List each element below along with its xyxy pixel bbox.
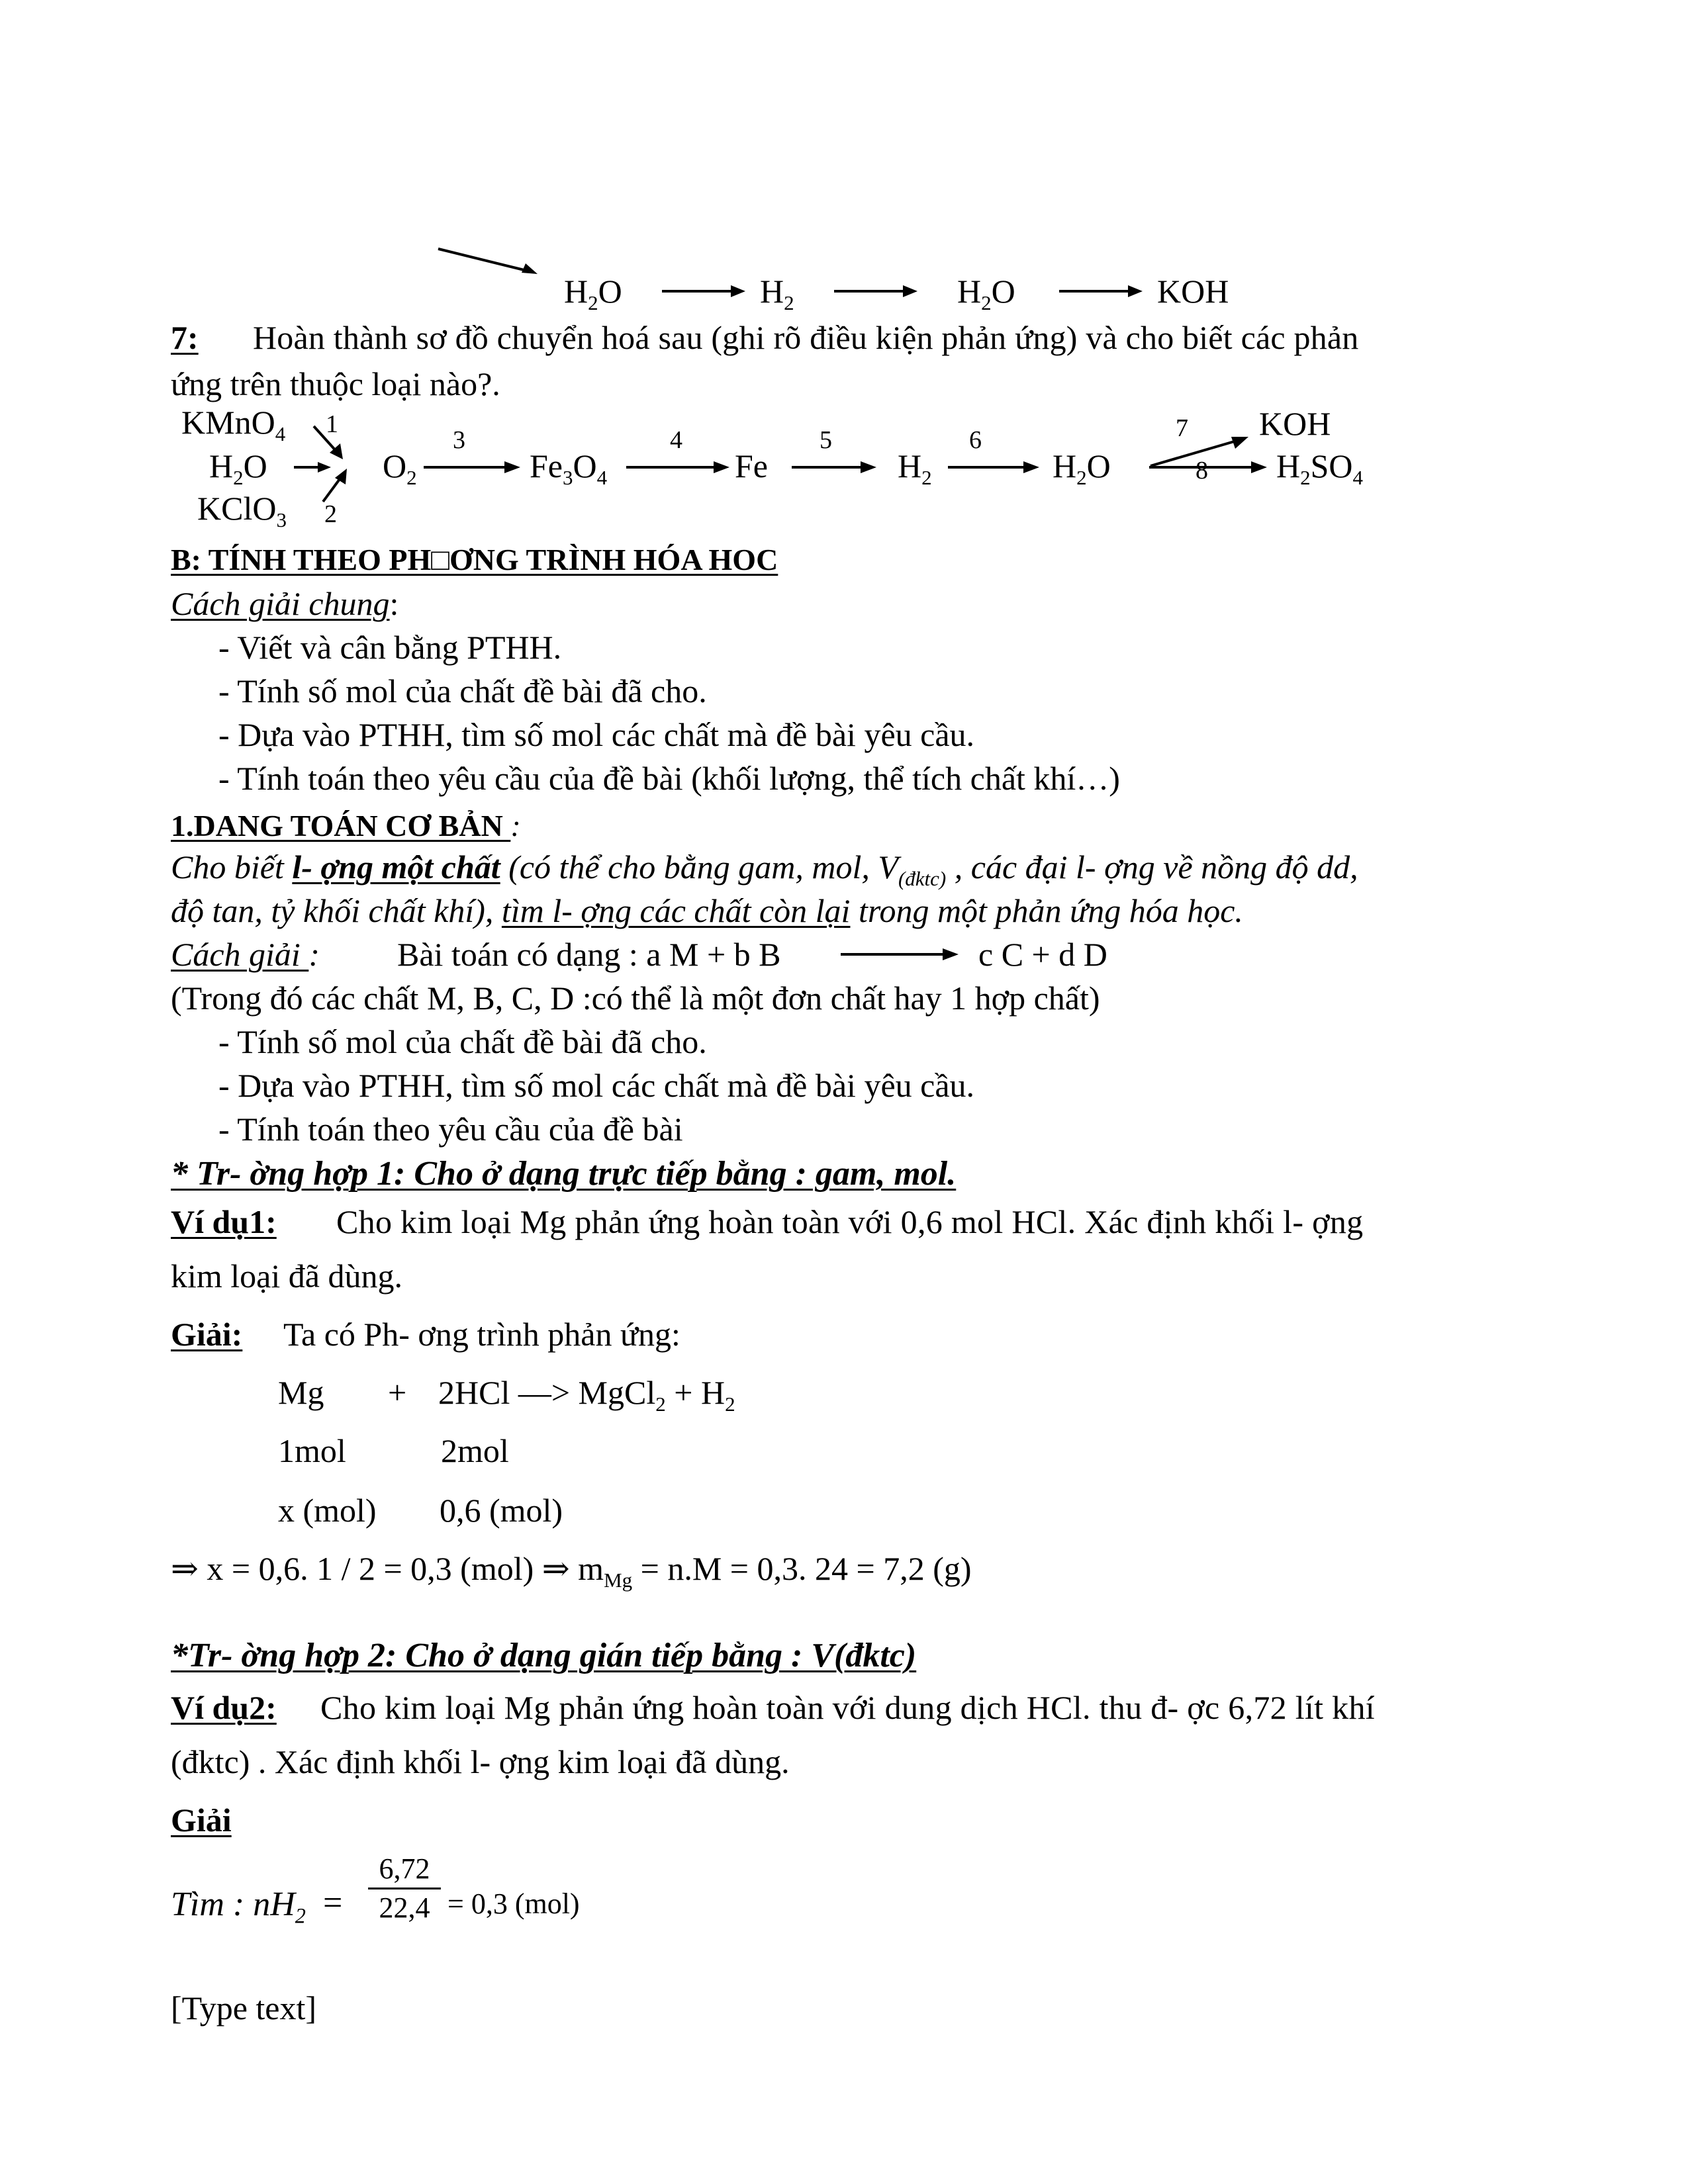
dang1-line2: độ tan, tỷ khối chất khí), tìm l- ợng các chất còn lại trong một phản ứng hóa học. — [171, 892, 1243, 929]
scheme-fe3o4: $Fe_3O_4$ — [530, 447, 608, 489]
scheme-h2o-left: $H_2O$ — [209, 447, 267, 489]
case1-example-line1: Cho kim loại Mg phản ứng hoàn toàn với 0,6 mol HCl. Xác định khối l- ợng — [336, 1203, 1364, 1240]
question-7-number: 7: — [171, 319, 199, 356]
scheme-arrow-5 — [792, 459, 878, 475]
question-7-text-line1: Hoàn thành sơ đồ chuyển hoá sau (ghi rõ điều kiện phản ứng) và cho biết các phản — [253, 319, 1359, 356]
case2-numerator: 6,72 — [379, 1852, 430, 1885]
section-b-step-4: - Tính toán theo yêu cầu của đề bài (khối lượng, thể tích chất khí…) — [218, 760, 1120, 797]
scheme-o2: $O_2$ — [383, 447, 417, 489]
section-b-method-label: Cách giải chung — [171, 585, 390, 622]
case2-denominator: 22,4 — [379, 1891, 430, 1925]
scheme-arrow-8 — [1149, 459, 1268, 475]
section-b-method: Cách giải chung: — [171, 585, 399, 622]
dang1-step-3: - Tính toán theo yêu cầu của đề bài — [218, 1111, 683, 1148]
scheme-label-7: 7 — [1176, 414, 1188, 442]
top-chain-h2o-1: $H_2O$ — [564, 273, 622, 314]
case2-example-line2: (đktc) . Xác định khối l- ợng kim loại đã dùng. — [171, 1743, 790, 1780]
case2-fraction — [368, 1853, 441, 1925]
scheme-kclo3: KClO$_3$ — [197, 490, 287, 531]
scheme-fe: Fe — [735, 447, 768, 484]
scheme-h2o-right: $H_2O$ — [1053, 447, 1111, 489]
case2-title: *Tr- ờng hợp 2: Cho ở dạng gián tiếp bằng : V(đktc) — [171, 1637, 917, 1674]
case1-solution-text: Ta có Ph- ơng trình phản ứng: — [283, 1316, 680, 1353]
scheme-label-2: 2 — [324, 500, 337, 528]
scheme-label-3: 3 — [453, 426, 465, 454]
dang1-step-2: - Dựa vào PTHH, tìm số mol các chất mà đề bài yêu cầu. — [218, 1067, 975, 1104]
case1-eq-mg: Mg — [278, 1374, 324, 1411]
dang1-note: (Trong đó các chất M, B, C, D :có thể là một đơn chất hay 1 hợp chất) — [171, 979, 1100, 1017]
scheme-arrow-1 — [311, 424, 351, 463]
scheme-h2so4: $H_2SO_4$ — [1276, 447, 1364, 489]
scheme-koh: KOH — [1259, 405, 1331, 442]
case1-result: ⇒ x = 0,6. 1 / 2 = 0,3 (mol) ⇒ $m_{Mg} = n.M = 0,3$. 24 = 7,2 (g) — [171, 1550, 972, 1592]
top-chain-koh: KOH — [1157, 273, 1229, 310]
top-chain-h2o-2: $H_2O$ — [957, 273, 1015, 314]
scheme-arrow-2 — [318, 467, 351, 507]
top-long-arrow — [437, 246, 543, 279]
section-b-step-1: - Viết và cân bằng PTHH. — [218, 629, 562, 666]
case2-formula-eq: = — [323, 1884, 343, 1922]
case2-formula-result: = 0,3 (mol) — [447, 1888, 580, 1920]
scheme-arrow-4 — [626, 459, 732, 475]
dang1-method-arrow — [841, 946, 960, 962]
case1-title: * Tr- ờng hợp 1: Cho ở dạng trực tiếp bằng : gam, mol. — [171, 1155, 957, 1193]
case2-example-line1: Cho kim loại Mg phản ứng hoàn toàn với dung dịch HCl. thu đ- ợc 6,72 lít khí — [320, 1689, 1375, 1726]
dang1-line1: Cho biết l- ợng một chất (có thể cho bằng gam, mol, $V_{(đktc)}$ , các đại l- ợng về nồng độ dd, — [171, 848, 1358, 890]
case1-eq-rest: 2HCl —> MgCl$_2$ + $H_2$ — [438, 1374, 735, 1416]
section-b-title: B: TÍNH THEO PH□ƠNG TRÌNH HÓA HOC — [171, 543, 778, 576]
dang1-method-product: c C + d D — [978, 936, 1107, 973]
section-b-step-2: - Tính số mol của chất đề bài đã cho. — [218, 672, 707, 709]
scheme-label-4: 4 — [670, 426, 682, 454]
dang1-method-text: Bài toán có dạng : a M + b B — [397, 936, 781, 973]
case2-fraction-bar — [368, 1888, 441, 1889]
case1-eq-plus: + — [388, 1374, 407, 1411]
scheme-label-1: 1 — [326, 410, 338, 438]
question-7-text-line2: ứng trên thuộc loại nào?. — [171, 365, 500, 402]
section-b-step-3: - Dựa vào PTHH, tìm số mol các chất mà đề bài yêu cầu. — [218, 716, 975, 753]
scheme-label-5: 5 — [820, 426, 832, 454]
scheme-h2: $H_2$ — [898, 447, 932, 489]
case1-solution-label: Giải: — [171, 1316, 243, 1353]
scheme-arrow-6 — [948, 459, 1041, 475]
footer-placeholder: [Type text] — [171, 1989, 317, 2026]
scheme-label-8: 8 — [1196, 457, 1208, 484]
case1-row3-a: x (mol) — [278, 1492, 377, 1529]
dang1-title: 1.DANG TOÁN CƠ BẢN : — [171, 809, 521, 842]
case1-row2-b: 2mol — [441, 1432, 509, 1469]
dang1-step-1: - Tính số mol của chất đề bài đã cho. — [218, 1023, 707, 1060]
case2-example-label: Ví dụ2: — [171, 1689, 277, 1726]
top-chain-h2: $H_2$ — [760, 273, 794, 314]
top-arrow-1 — [662, 283, 748, 299]
scheme-label-6: 6 — [969, 426, 982, 454]
case1-row3-b: 0,6 (mol) — [440, 1492, 563, 1529]
top-arrow-3 — [1059, 283, 1145, 299]
top-arrow-2 — [834, 283, 920, 299]
dang1-method: Cách giải : — [171, 936, 320, 973]
scheme-kmno4: KMnO$_4$ — [181, 404, 286, 445]
scheme-arrow-3 — [424, 459, 523, 475]
case2-formula-prefix: Tìm : $nH_2$ — [171, 1886, 306, 1928]
case2-solution-label: Giải — [171, 1801, 232, 1839]
case1-example-label: Ví dụ1: — [171, 1203, 277, 1240]
case1-example-line2: kim loại đã dùng. — [171, 1257, 402, 1295]
case1-row2-a: 1mol — [278, 1432, 346, 1469]
